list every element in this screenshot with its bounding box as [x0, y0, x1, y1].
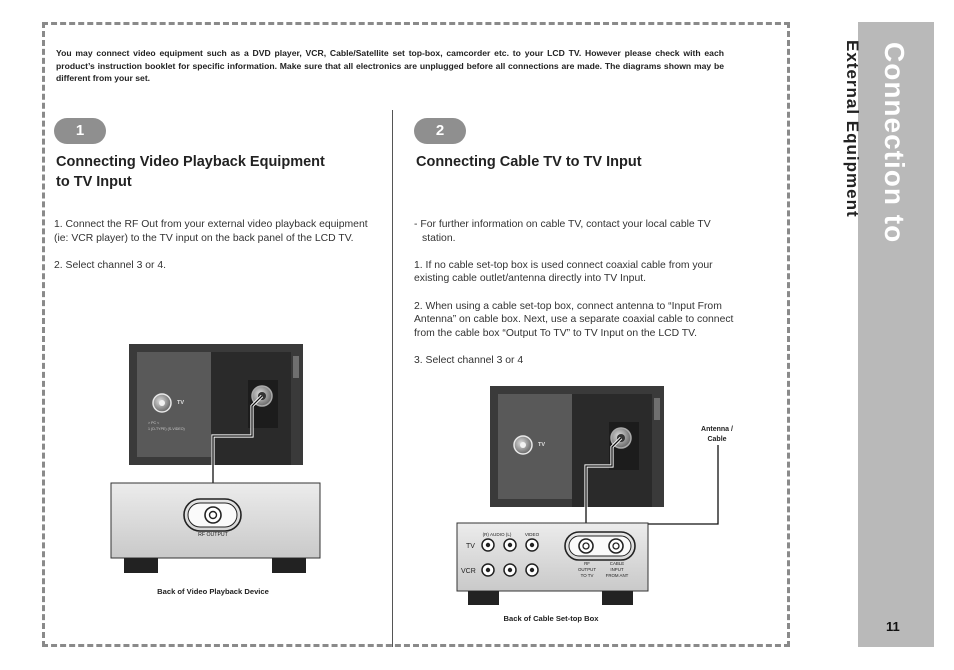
section-2-note: - For further information on cable TV, contact your local cable TV station.: [414, 219, 711, 244]
rf-output-label-3: TO TV: [580, 573, 594, 578]
section-2-step-3: 3. Select channel 3 or 4: [414, 354, 524, 366]
caption-cable-box: Back of Cable Set-top Box: [503, 614, 599, 623]
section-1-title-line2: to TV Input: [56, 174, 132, 190]
audio-label: (R) AUDIO (L): [482, 532, 512, 537]
row-label-tv: TV: [466, 543, 475, 550]
playback-device-box: [111, 483, 320, 573]
cable-input-label-2: INPUT: [610, 567, 624, 572]
cable-set-top-box: [457, 523, 648, 605]
chapter-sidebar: [843, 22, 934, 647]
section-1-step-1: 1. Connect the RF Out from your external video playback equipment (ie: VCR player) to the TV input on the back panel of the LCD TV.: [54, 219, 368, 244]
section-1-step-2: 2. Select channel 3 or 4.: [54, 259, 167, 271]
page-number: 11: [886, 619, 900, 634]
section-2-step-1: 1. If no cable set-top box is used connect coaxial cable from your existing cable outlet/antenna directly into TV Input.: [414, 259, 713, 285]
caption-playback-device: Back of Video Playback Device: [157, 587, 269, 596]
sidebar-subtitle: External Equipment: [843, 40, 862, 218]
row-label-vcr: VCR: [461, 568, 476, 575]
rf-output-label-1: RF: [584, 561, 590, 566]
tv-label-2: TV: [538, 442, 546, 448]
section-2-step-2: 2. When using a cable set-top box, connect antenna to “Input From Antenna” on cable box. Next, use a separate coaxial cable to connect from the cable box “Output To TV” to TV Input on the LCD TV.: [414, 300, 734, 339]
tv-label-1: TV: [177, 400, 185, 406]
cable-input-label-3: FROM ANT: [605, 573, 629, 578]
sidebar-title: Connection to: [879, 42, 910, 244]
panel-text-1a: > PC <: [148, 421, 160, 425]
video-label: VIDEO: [524, 532, 540, 537]
section-1-badge: 1: [54, 118, 106, 144]
antenna-label-line2: Cable: [707, 436, 727, 443]
tv-rear-panel-2: [490, 386, 664, 507]
section-2-badge: 2: [414, 118, 466, 144]
antenna-label-line1: Antenna /: [701, 426, 733, 433]
intro-paragraph: You may connect video equipment such as a DVD player, VCR, Cable/Satellite set top-box, camcorder etc. to your LCD TV. However please check with each product’s instruction booklet for specific information. Make sure that all electronics are unplugged before all connections are made. The diagrams shown may be different from your set.: [56, 48, 724, 83]
panel-text-1b: 1 (D-TYPE) (S-VIDEO): [148, 427, 185, 431]
rf-output-label: RF OUTPUT: [198, 532, 228, 538]
rf-output-label-2: OUTPUT: [577, 567, 597, 572]
cable-input-label-1: CABLE: [609, 561, 625, 566]
section-2-title: Connecting Cable TV to TV Input: [416, 154, 642, 170]
tv-rear-panel-1: [129, 344, 303, 465]
section-1-title-line1: Connecting Video Playback Equipment: [56, 154, 325, 170]
